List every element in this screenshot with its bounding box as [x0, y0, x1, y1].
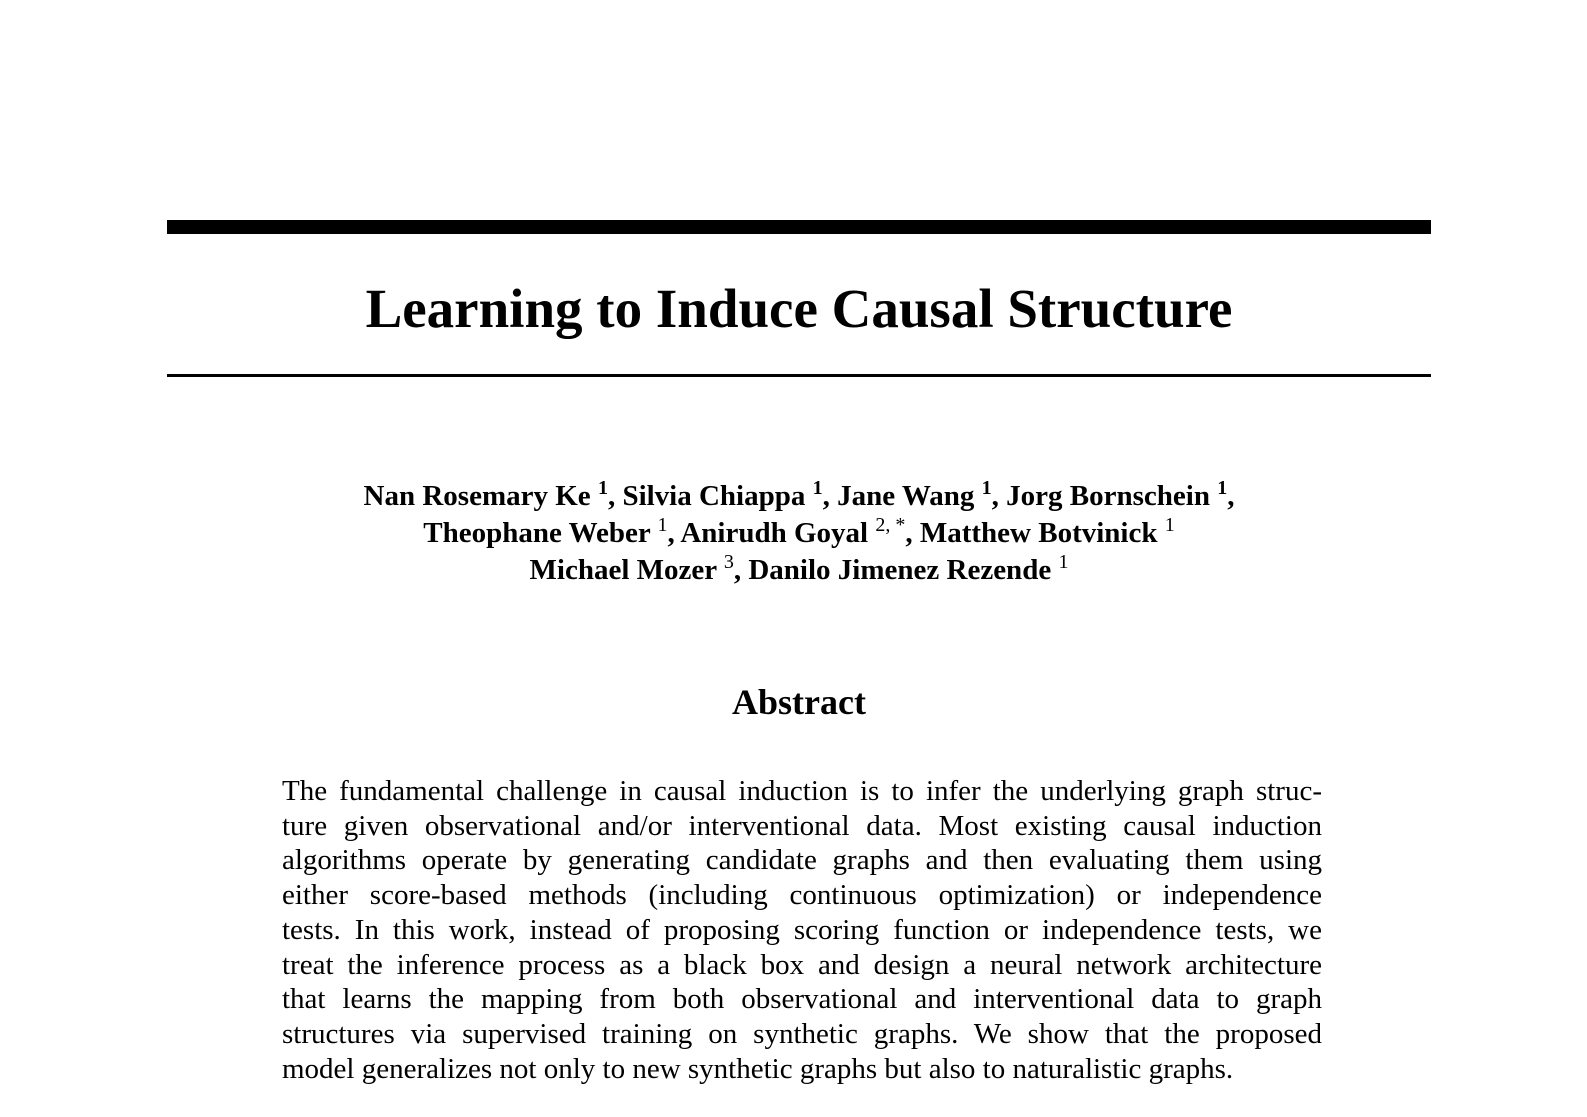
- author-name: Anirudh Goyal: [680, 517, 869, 549]
- abstract-line: either score-based methods (including continuous optimization) or independence: [282, 879, 1322, 912]
- abstract-line: tests. In this work, instead of proposing scoring function or independence tests, we: [282, 913, 1322, 946]
- author-separator: ,: [607, 480, 623, 512]
- author-name: Jorg Bornschein: [1006, 480, 1210, 512]
- title-bottom-rule: [167, 374, 1431, 377]
- author-line-1: [167, 478, 1431, 515]
- author-separator: ,: [1227, 480, 1235, 512]
- author-line-3: [167, 552, 1431, 589]
- author-separator: ,: [905, 517, 920, 549]
- abstract-heading: Abstract: [732, 682, 866, 722]
- author-line-2: [167, 515, 1431, 552]
- abstract-line: algorithms operate by generating candidate graphs and then evaluating them using: [282, 844, 1322, 877]
- abstract-line: ture given observational and/or interventional data. Most existing causal induction: [282, 809, 1322, 842]
- abstract-body: [282, 774, 1322, 1086]
- author-affiliation: 1: [1164, 514, 1175, 536]
- abstract-line: structures via supervised training on synthetic graphs. We show that the proposed: [282, 1017, 1322, 1050]
- author-affiliation: 3: [723, 551, 734, 573]
- author-name: Matthew Botvinick: [919, 517, 1158, 549]
- title-top-rule: [167, 220, 1431, 234]
- author-affiliation: 1: [1058, 551, 1069, 573]
- author-list: [167, 478, 1431, 589]
- author-affiliation: 2, *: [875, 514, 906, 536]
- author-name: Silvia Chiappa: [622, 480, 806, 512]
- abstract-line: that learns the mapping from both observational and interventional data to graph: [282, 983, 1322, 1016]
- author-affiliation: 1: [597, 477, 608, 499]
- author-affiliation: 1: [657, 514, 668, 536]
- author-name: Jane Wang: [837, 480, 975, 512]
- author-separator: ,: [733, 554, 749, 586]
- author-affiliation: 1: [1217, 477, 1228, 499]
- author-name: Nan Rosemary Ke: [363, 480, 591, 512]
- abstract-line: treat the inference process as a black box and design a neural network architecture: [282, 948, 1322, 981]
- author-affiliation: 1: [812, 477, 823, 499]
- author-separator: ,: [822, 480, 838, 512]
- author-name: Theophane Weber: [423, 517, 651, 549]
- author-name: Michael Mozer: [529, 554, 717, 586]
- author-name: Danilo Jimenez Rezende: [748, 554, 1052, 586]
- abstract-line: The fundamental challenge in causal induction is to infer the underlying graph struc-: [282, 775, 1322, 807]
- author-affiliation: 1: [981, 477, 992, 499]
- paper-title: Learning to Induce Causal Structure: [365, 278, 1233, 339]
- author-separator: ,: [667, 517, 681, 549]
- abstract-line: model generalizes not only to new synthetic graphs but also to naturalistic graphs.: [282, 1052, 1234, 1085]
- author-separator: ,: [991, 480, 1007, 512]
